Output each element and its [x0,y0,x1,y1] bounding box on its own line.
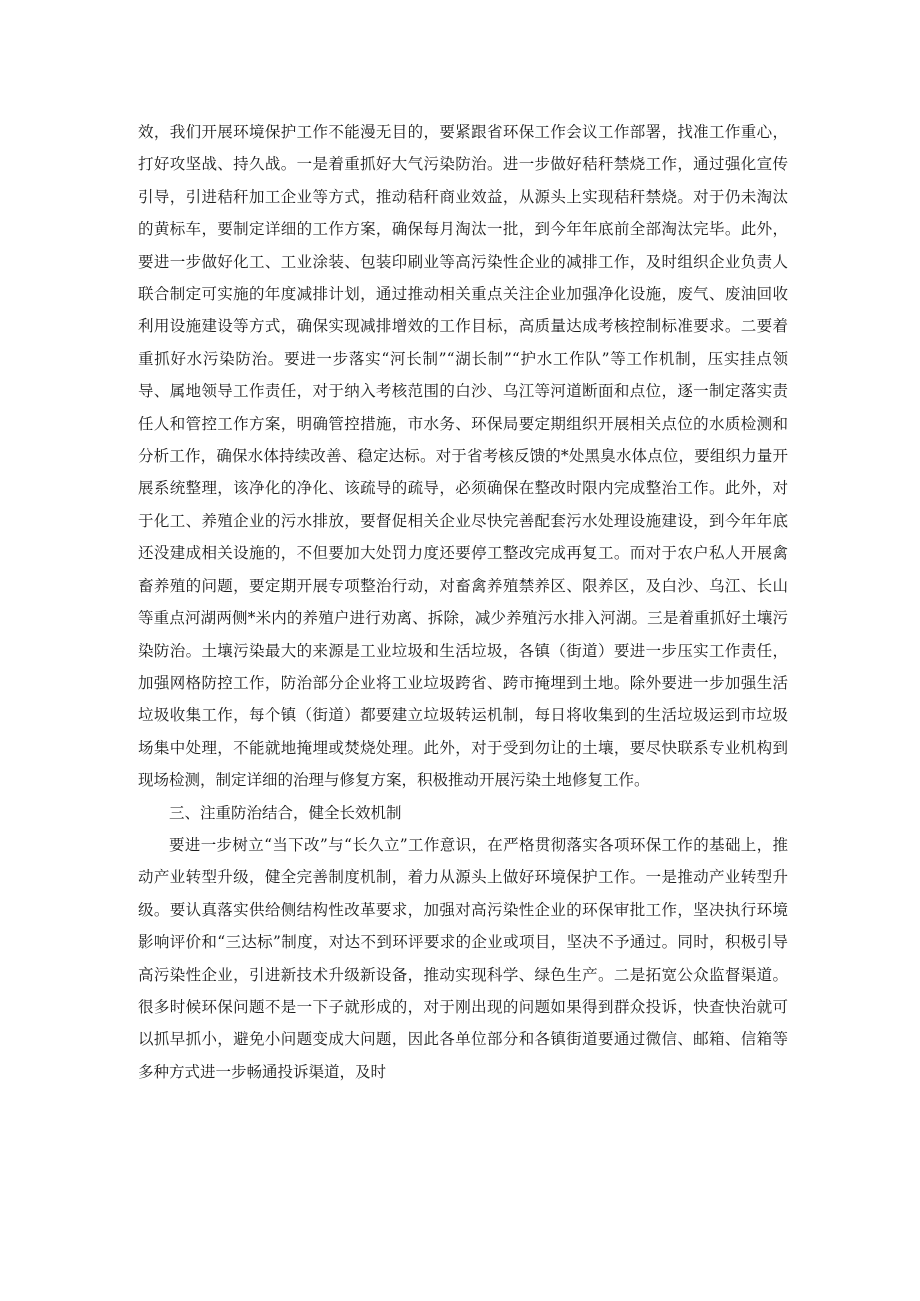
body-paragraph-continued: 效，我们开展环境保护工作不能漫无目的，要紧跟省环保工作会议工作部署，找准工作重心，打好攻坚战、持久战。一是着重抓好大气污染防治。进一步做好秸秆禁烧工作，通过强化宣传引导，引进秸秆加工企业等方式，推动秸秆商业效益，从源头上实现秸秆禁烧。对于仍未淘汰的黄标车，要制定详细的工作方案，确保每月淘汰一批，到今年年底前全部淘汰完毕。此外，要进一步做好化工、工业涂装、包装印刷业等高污染性企业的减排工作，及时组织企业负责人联合制定可实施的年度减排计划，通过推动相关重点关注企业加强净化设施，废气、废油回收利用设施建设等方式，确保实现减排增效的工作目标，高质量达成考核控制标准要求。二要着重抓好水污染防治。要进一步落实“河长制”“湖长制”“护水工作队”等工作机制，压实挂点领导、属地领导工作责任，对于纳入考核范围的白沙、乌江等河道断面和点位，逐一制定落实责任人和管控工作方案，明确管控措施，市水务、环保局要定期组织开展相关点位的水质检测和分析工作，确保水体持续改善、稳定达标。对于省考核反馈的*处黑臭水体点位，要组织力量开展系统整理，该净化的净化、该疏导的疏导，必须确保在整改时限内完成整治工作。此外，对于化工、养殖企业的污水排放，要督促相关企业尽快完善配套污水处理设施建设，到今年年底还没建成相关设施的，不但要加大处罚力度还要停工整改完成再复工。而对于农户私人开展禽畜养殖的问题，要定期开展专项整治行动，对畜禽养殖禁养区、限养区，及白沙、乌江、长山等重点河湖两侧*米内的养殖户进行劝离、拆除，减少养殖污水排入河湖。三是着重抓好土壤污染防治。土壤污染最大的来源是工业垃圾和生活垃圾，各镇（街道）要进一步压实工作责任，加强网格防控工作，防治部分企业将工业垃圾跨省、跨市掩埋到土地。除外要进一步加强生活垃圾收集工作，每个镇（街道）都要建立垃圾转运机制，每日将收集到的生活垃圾运到市垃圾场集中处理，不能就地掩埋或焚烧处理。此外，对于受到勿让的土壤，要尽快联系专业机构到现场检测，制定详细的治理与修复方案，积极推动开展污染土地修复工作。 [138,123,788,790]
section-heading: 三、注重防治结合，健全长效机制 [169,803,402,822]
body-paragraph: 要进一步树立“当下改”与“长久立”工作意识，在严格贯彻落实各项环保工作的基础上，推动产业转型升级，健全完善制度机制，着力从源头上做好环境保护工作。一是推动产业转型升级。要认真落实供给侧结构性改革要求，加强对高污染性企业的环保审批工作，坚决执行环境影响评价和“三达标”制度，对达不到环评要求的企业或项目，坚决不予通过。同时，积极引导高污染性企业，引进新技术升级新设备，推动实现科学、绿色生产。二是拓宽公众监督渠道。很多时候环保问题不是一下子就形成的，对于刚出现的问题如果得到群众投诉，快查快治就可以抓早抓小，避免小问题变成大问题，因此各单位部分和各镇街道要通过微信、邮箱、信箱等多种方式进一步畅通投诉渠道，及时 [138,835,788,1081]
document-body [138,116,788,1088]
